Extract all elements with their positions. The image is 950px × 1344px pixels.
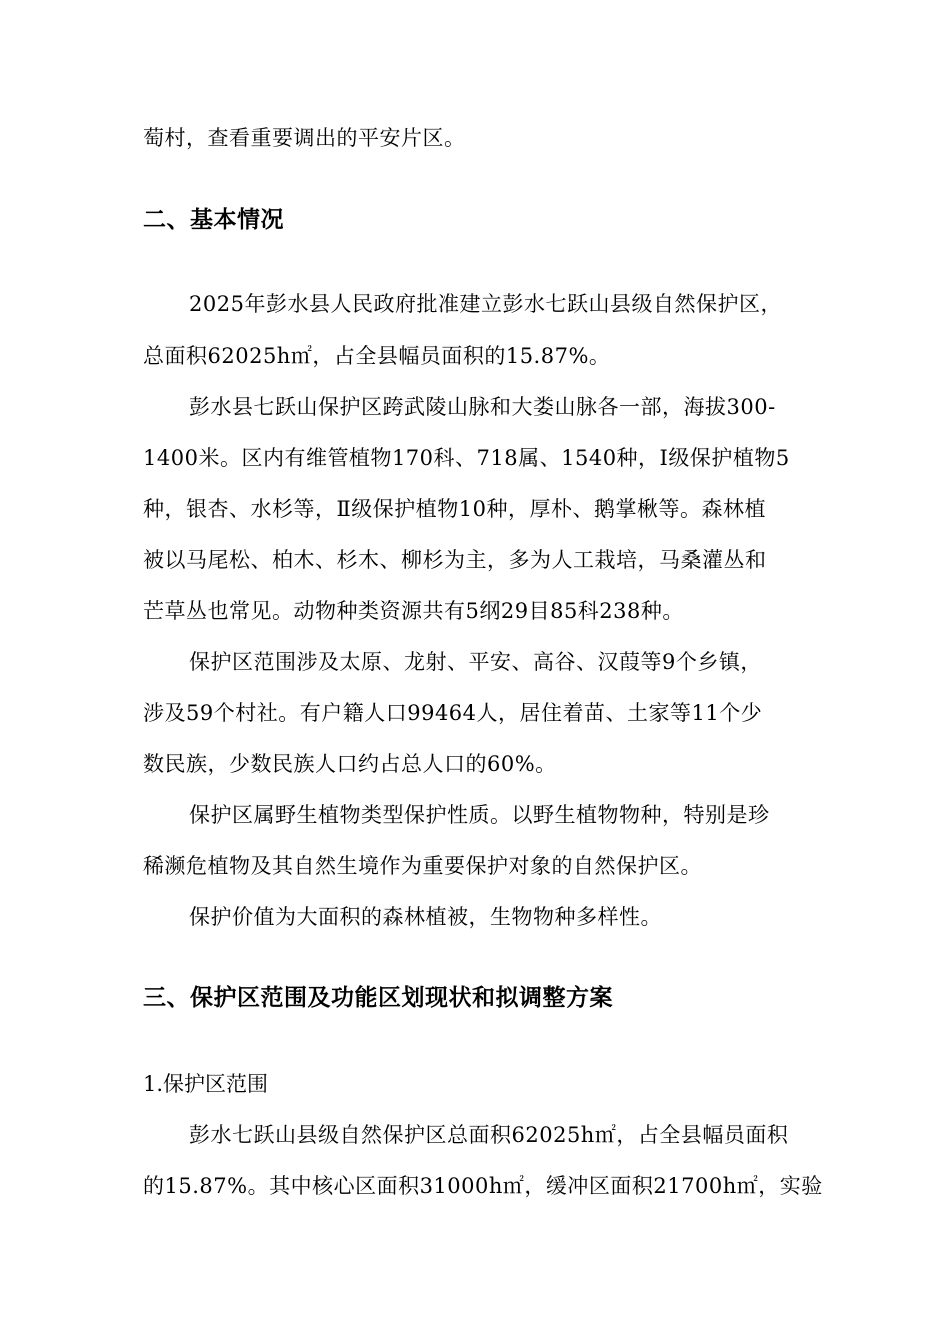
paragraph-line: 1400米。区内有维管植物170科、718属、1540种，Ⅰ级保护植物5 <box>143 446 790 470</box>
section-heading-basic-info: 二、基本情况 <box>143 207 284 233</box>
subsection-heading: 1.保护区范围 <box>143 1072 269 1096</box>
continuation-text: 萄村，查看重要调出的平安片区。 <box>143 126 466 150</box>
paragraph-line: 保护区属野生植物类型保护性质。以野生植物物种，特别是珍 <box>189 803 770 827</box>
paragraph-line: 数民族，少数民族人口约占总人口的60%。 <box>143 752 557 776</box>
paragraph-line: 彭水县七跃山保护区跨武陵山脉和大娄山脉各一部，海拔300- <box>189 395 776 419</box>
paragraph-line: 稀濒危植物及其自然生境作为重要保护对象的自然保护区。 <box>143 854 702 878</box>
section-heading-scope: 三、保护区范围及功能区划现状和拟调整方案 <box>143 985 613 1011</box>
paragraph-line: 芒草丛也常见。动物种类资源共有5纲29目85科238种。 <box>143 599 684 623</box>
paragraph-line: 涉及59个村社。有户籍人口99464人，居住着苗、土家等11个少 <box>143 701 763 725</box>
paragraph-line: 的15.87%。其中核心区面积31000h㎡，缓冲区面积21700h㎡，实验 <box>143 1174 823 1198</box>
paragraph-line: 种，银杏、水杉等，Ⅱ级保护植物10种，厚朴、鹅掌楸等。森林植 <box>143 497 766 521</box>
paragraph-line: 被以马尾松、柏木、杉木、柳杉为主，多为人工栽培，马桑灌丛和 <box>143 548 767 572</box>
paragraph-line: 保护区范围涉及太原、龙射、平安、高谷、汉葭等9个乡镇， <box>189 650 762 674</box>
paragraph-line: 彭水七跃山县级自然保护区总面积62025h㎡，占全县幅员面积 <box>189 1123 789 1147</box>
paragraph-line: 2025年彭水县人民政府批准建立彭水七跃山县级自然保护区， <box>189 292 782 316</box>
paragraph-line: 总面积62025h㎡，占全县幅员面积的15.87%。 <box>143 344 611 368</box>
paragraph-line: 保护价值为大面积的森林植被，生物物种多样性。 <box>189 905 662 929</box>
